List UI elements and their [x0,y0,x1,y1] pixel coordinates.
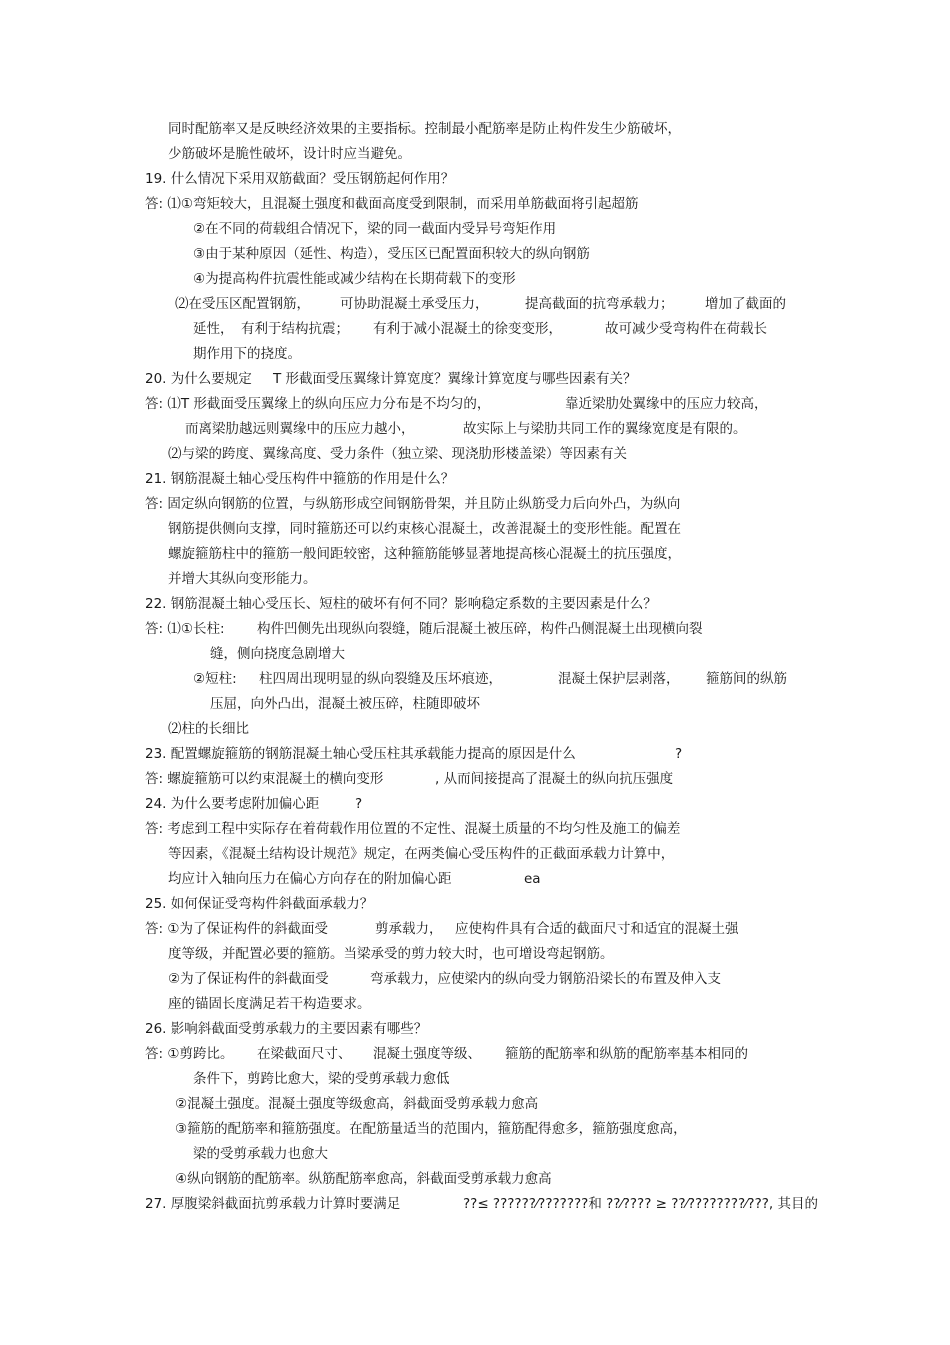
text-segment: 提高截面的抗弯承载力； [525,296,674,312]
text-segment: ②为了保证构件的斜截面受 [168,971,329,987]
text-segment: 答: ⑴T 形截面受压翼缘上的纵向压应力分布是不均匀的， [145,396,491,412]
text-line: 21. 钢筋混凝土轴心受压构件中箍筋的作用是什么？ [145,471,455,487]
text-segment: 答: ①剪跨比。 [145,1046,234,1062]
text-segment: ⑵在受压区配置钢筋， [175,296,310,312]
text-line: 答: ⑴①弯矩较大，且混凝土强度和截面高度受到限制，而采用单筋截面将引起超筋 [145,196,639,212]
text-line: ②在不同的荷载组合情况下，梁的同一截面内受异号弯矩作用 [193,221,557,237]
text-line: 25. 如何保证受弯构件斜截面承载力？ [145,896,374,912]
text-segment: ea [524,871,541,887]
text-line: 梁的受剪承载力也愈大 [193,1146,328,1162]
text-segment: 在梁截面尺寸、 [257,1046,352,1062]
text-line: ④为提高构件抗震性能或减少结构在长期荷载下的变形 [193,271,516,287]
text-line: ②混凝土强度。混凝土强度等级愈高，斜截面受剪承载力愈高 [175,1096,539,1112]
text-line: 等因素，《混凝土结构设计规范》规定，在两类偏心受压构件的正截面承载力计算中， [168,846,675,862]
text-segment: 构件凹侧先出现纵向裂缝，随后混凝土被压碎，构件凸侧混凝土出现横向裂 [257,621,703,637]
text-segment: 答: 螺旋箍筋可以约束混凝土的横向变形 [145,771,384,787]
text-segment: T 形截面受压翼缘计算宽度？翼缘计算宽度与哪些因素有关？ [273,371,637,387]
text-segment: 27. 厚腹梁斜截面抗剪承载力计算时要满足 [145,1196,401,1212]
text-line: 螺旋箍筋柱中的箍筋一般间距较密，这种箍筋能够显著地提高核心混凝土的抗压强度， [168,546,681,562]
text-segment: 答: ⑴①长柱: [145,621,225,637]
text-line: 条件下，剪跨比愈大，梁的受剪承载力愈低 [193,1071,450,1087]
text-segment: 均应计入轴向压力在偏心方向存在的附加偏心距 [168,871,452,887]
text-line: 答: 固定纵向钢筋的位置，与纵筋形成空间钢筋骨架，并且防止纵筋受力后向外凸，为纵向 [145,496,681,512]
text-line: 答: 考虑到工程中实际存在着荷载作用位置的不定性、混凝土质量的不均匀性及施工的偏差 [145,821,681,837]
text-line: ③由于某种原因（延性、构造），受压区已配置面积较大的纵向钢筋 [193,246,590,262]
text-segment: 弯承载力，应使梁内的纵向受力钢筋沿梁长的布置及伸入支 [370,971,721,987]
text-line: 压屈，向外凸出，混凝土被压碎，柱随即破坏 [210,696,480,712]
text-segment: 而离梁肋越远则翼缘中的压应力越小， [185,421,415,437]
text-line: 22. 钢筋混凝土轴心受压长、短柱的破坏有何不同？影响稳定系数的主要因素是什么？ [145,596,657,612]
text-segment: 答: ①为了保证构件的斜截面受 [145,921,328,937]
text-segment: 可协助混凝土承受压力， [340,296,489,312]
text-line: ④纵向钢筋的配筋率。纵筋配筋率愈高，斜截面受剪承载力愈高 [175,1171,552,1187]
text-segment: ? [355,796,363,812]
text-segment: ②短柱: [193,671,237,687]
text-line: 同时配筋率又是反映经济效果的主要指标。控制最小配筋率是防止构件发生少筋破坏， [168,121,681,137]
text-line: ③箍筋的配筋率和箍筋强度。在配筋量适当的范围内，箍筋配得愈多，箍筋强度愈高， [175,1121,687,1137]
text-line: 26. 影响斜截面受剪承载力的主要因素有哪些？ [145,1021,428,1037]
text-segment: 柱四周出现明显的纵向裂缝及压坏痕迹， [259,671,502,687]
text-segment: 靠近梁肋处翼缘中的压应力较高， [565,396,768,412]
text-segment: 有利于结构抗震； [241,321,349,337]
text-segment: 混凝土保护层剥落， [558,671,680,687]
text-segment: ? [675,746,683,762]
text-segment: 24. 为什么要考虑附加偏心距 [145,796,320,812]
text-line: 缝，侧向挠度急剧增大 [210,646,345,662]
text-line: 钢筋提供侧向支撑，同时箍筋还可以约束核心混凝土，改善混凝土的变形性能。配置在 [168,521,681,537]
text-segment: 故可减少受弯构件在荷载长 [605,321,767,337]
text-segment: 剪承载力， [375,921,443,937]
text-segment: ??≤ ??????⁄???????和 ??⁄???? ≥ ??⁄????????⁄???, 其目的 [463,1196,819,1212]
text-segment: 箍筋间的纵筋 [706,671,787,687]
text-segment: 增加了截面的 [705,296,786,312]
text-segment: 应使构件具有合适的截面尺寸和适宜的混凝土强 [455,921,739,937]
text-line: 并增大其纵向变形能力。 [168,571,317,587]
text-line: 座的锚固长度满足若干构造要求。 [168,996,371,1012]
text-line: ⑵柱的长细比 [168,721,249,737]
text-line: 少筋破坏是脆性破坏，设计时应当避免。 [168,146,411,162]
text-line: 期作用下的挠度。 [193,346,301,362]
text-line: 度等级，并配置必要的箍筋。当梁承受的剪力较大时，也可增设弯起钢筋。 [168,946,614,962]
text-line: 19. 什么情况下采用双筋截面？受压钢筋起何作用？ [145,171,455,187]
text-segment: 混凝土强度等级、 [373,1046,481,1062]
text-segment: 延性， [193,321,234,337]
text-segment: 23. 配置螺旋箍筋的钢筋混凝土轴心受压柱其承载能力提高的原因是什么 [145,746,576,762]
text-segment: 箍筋的配筋率和纵筋的配筋率基本相同的 [505,1046,748,1062]
text-segment: 20. 为什么要规定 [145,371,252,387]
text-line: ⑵与梁的跨度、翼缘高度、受力条件（独立梁、现浇肋形楼盖梁）等因素有关 [168,446,627,462]
text-segment: , 从而间接提高了混凝土的纵向抗压强度 [435,771,674,787]
text-segment: 故实际上与梁肋共同工作的翼缘宽度是有限的。 [463,421,747,437]
text-segment: 有利于减小混凝土的徐变变形， [373,321,562,337]
